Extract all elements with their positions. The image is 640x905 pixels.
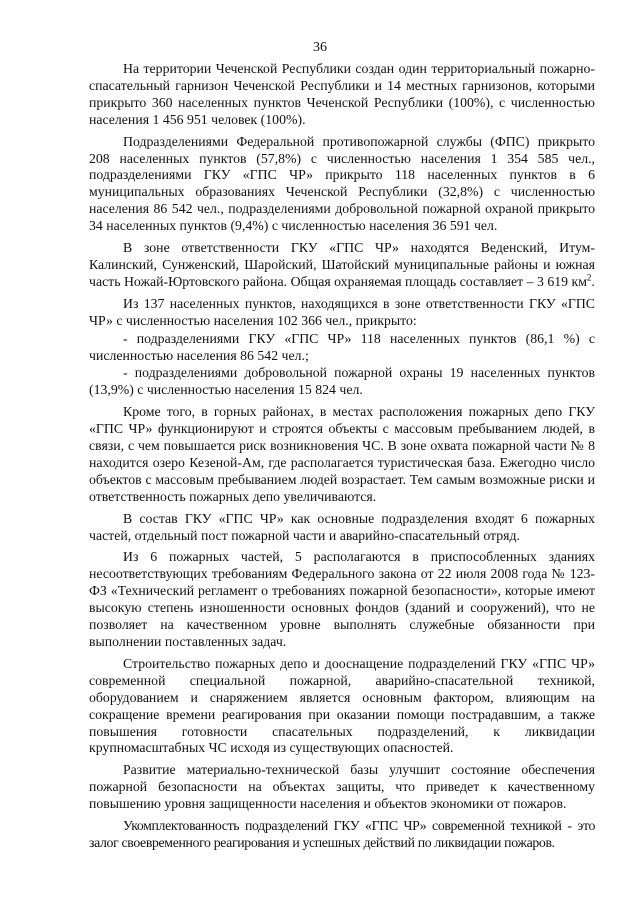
area-tail: . (591, 273, 595, 289)
paragraph-responsibility-zone (89, 240, 595, 291)
paragraph-settlements-intro: Из 137 населенных пунктов, находящихся в зоне ответственности ГКУ «ГПС ЧР» с численностью населения 102 366 чел., прикрыто: (89, 295, 595, 328)
paragraph-buildings: Из 6 пожарных частей, 5 располагаются в приспособленных зданиях несоответствующих требованиям Федерального закона от 22 июля 2008 года № 123-ФЗ «Технический регламент о требованиях пожарной безопасности», которые имеют высокую степень изношенности основных фондов (зданий и сооружений), что не позволяет на качественном уровне выполнять служебные обязанности при выполнении поставленных задач. (89, 549, 595, 649)
paragraph-coverage: Подразделениями Федеральной противопожарной службы (ФПС) прикрыто 208 населенных пунктов (57,8%) с численностью населения 1 354 585 чел., подразделениями ГКУ «ГПС ЧР» прикрыто 118 населенных пунктов в 6 муниципальных образованиях Чеченской Республики (32,8%) с численностью населения 86 542 чел., подразделениями добровольной пожарной охраной прикрыто 34 населенных пунктов (9,4%) с численностью населения 36 591 чел. (89, 133, 595, 234)
paragraph-construction: Строительство пожарных депо и дооснащение подразделений ГКУ «ГПС ЧР» современной специальной пожарной, аварийно-спасательной техникой, оборудованием и снаряжением является основным фактором, влияющим на сокращение времени реагирования при оказании помощи пострадавшим, а также повышения готовности спасательных подразделений, к ликвидации крупномасштабных ЧС исходя из существующих опасностей. (89, 655, 595, 756)
paragraph-mountain-risks: Кроме того, в горных районах, в местах расположения пожарных депо ГКУ «ГПС ЧР» функционируют и строятся объекты с массовым пребыванием людей, в связи, с чем повышается риск возникновения ЧС. В зоне охвата пожарной части № 8 находится озеро Кезеной-Ам, где располагается туристическая база. Ежегодно число объектов с массовым пребыванием людей возрастает. Тем самым возможные риски и ответственность пожарных депо увеличиваются. (89, 404, 595, 504)
responsibility-zone-text: В зоне ответственности ГКУ «ГПС ЧР» находятся Веденский, Итум-Калинский, Сунженский, Шаройский, Шатойский муниципальные районы и южная часть Ножай-Юртовского района. Общая охраняемая площадь составляет – 3 619 км (89, 240, 595, 289)
document-body (89, 61, 595, 857)
list-item-volunteer-units: - подразделениями добровольной пожарной охраны 19 населенных пунктов (13,9%) с численностью населения 15 824 чел. (89, 365, 595, 398)
paragraph-equipment: Укомплектованность подразделений ГКУ «ГПС ЧР» современной техникой - это залог своевременного реагирования и успешных действий по ликвидации пожаров. (89, 818, 595, 850)
page-number: 36 (313, 40, 327, 55)
paragraph-composition: В состав ГКУ «ГПС ЧР» как основные подразделения входят 6 пожарных частей, отдельный пост пожарной части и аварийно-спасательный отряд. (89, 510, 595, 543)
list-item-gps-units: - подразделениями ГКУ «ГПС ЧР» 118 населенных пунктов (86,1 %) с численностью населения 86 542 чел.; (89, 330, 595, 363)
paragraph-material-base: Развитие материально-технической базы улучшит состояние обеспечения пожарной безопасности на объектах защиты, что приведет к качественному повышению уровня защищенности населения и объектов экономики от пожаров. (89, 762, 595, 812)
paragraph-garrisons: На территории Чеченской Республики создан один территориальный пожарно-спасательный гарнизон Чеченской Республики и 14 местных гарнизонов, которыми прикрыто 360 населенных пунктов Чеченской Республики (100%), с численностью населения 1 456 951 человек (100%). (89, 61, 595, 127)
area-unit-superscript: 2 (586, 272, 592, 283)
